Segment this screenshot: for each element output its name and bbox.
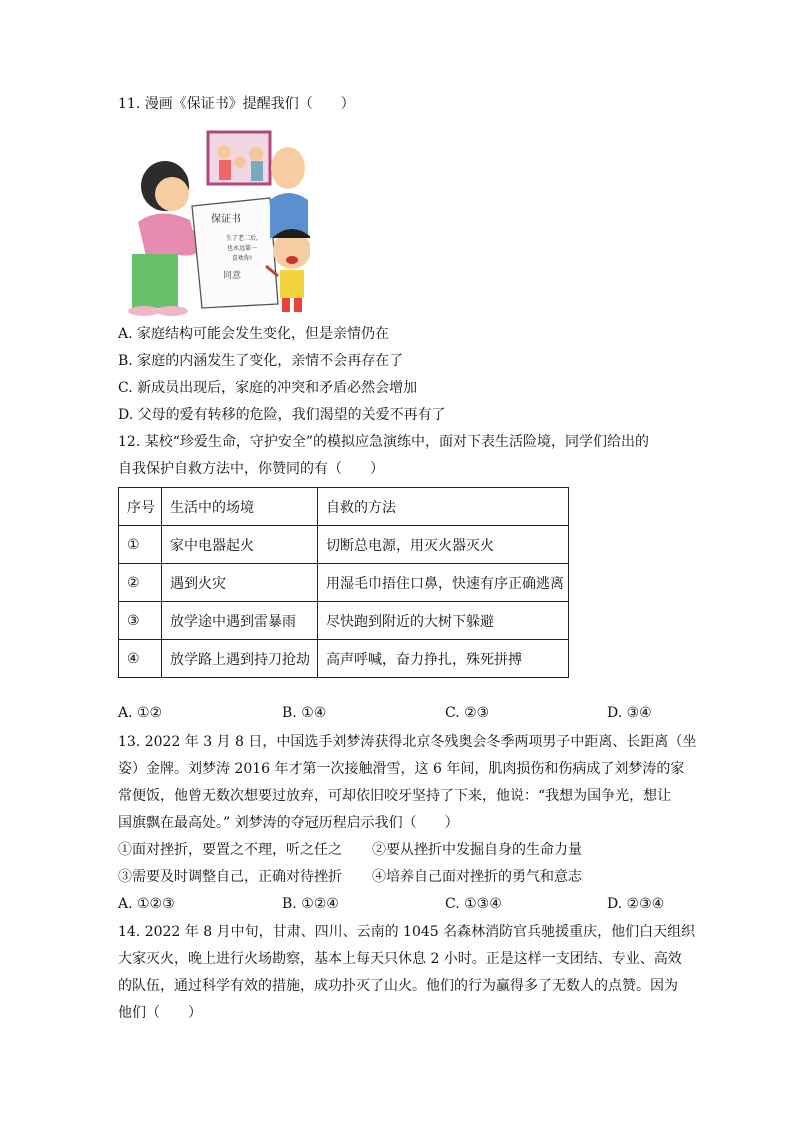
q14-stem-line-2: 大家灭火，晚上进行火场勘察，基本上每天只休息 2 小时。正是这样一支团结、专业、高效 <box>118 951 682 967</box>
q13-choice-b: B. ①②④ <box>282 896 339 912</box>
table-cell: 切断总电源，用灭火器灭火 <box>318 526 569 564</box>
q12-stem-line-1: 12. 某校“珍爱生命，守护安全”的模拟应急演练中，面对下表生活险境，同学们给出的 <box>118 434 650 450</box>
table-row <box>119 640 569 678</box>
q12-choice-a: A. ①② <box>118 705 163 721</box>
q12-choice-c: C. ②③ <box>445 705 490 721</box>
q13-item-4: ④培养自己面对挫折的勇气和意志 <box>372 869 582 885</box>
table-row <box>119 526 569 564</box>
paper-line-3: 喜欢你! <box>231 255 253 262</box>
table-row <box>119 564 569 602</box>
table-header-cell: 生活中的场境 <box>162 488 318 526</box>
table-header-cell: 序号 <box>119 488 162 526</box>
table-header-cell: 自救的方法 <box>318 488 569 526</box>
cartoon-guarantee-letter <box>120 128 310 318</box>
q13-stem-line-1: 13. 2022 年 3 月 8 日，中国选手刘梦涛获得北京冬残奥会冬季两项男子中距离、长距离（坐 <box>118 734 697 750</box>
q14-stem-line-3: 的队伍，通过科学有效的措施，成功扑灭了山火。他们的行为赢得多了无数人的点赞。因为 <box>118 978 678 994</box>
scenario-table <box>118 487 569 678</box>
table-cell: 放学途中遇到雷暴雨 <box>162 602 318 640</box>
table-cell: ② <box>119 564 162 602</box>
table-cell: ① <box>119 526 162 564</box>
q13-item-2: ②要从挫折中发掘自身的生命力量 <box>372 842 582 858</box>
q13-choice-d: D. ②③④ <box>607 896 665 912</box>
table-cell: ④ <box>119 640 162 678</box>
q13-stem-line-4: 国旗飘在最高处。” 刘梦涛的夺冠历程启示我们（ ） <box>118 815 459 831</box>
q11-option-b: B. 家庭的内涵发生了变化，亲情不会再存在了 <box>118 353 404 369</box>
paper-line-2: 也永远第一 <box>226 245 258 252</box>
q13-item-1: ①面对挫折，要置之不理，听之任之 <box>118 842 342 858</box>
q13-stem-line-3: 常便饭，他曾无数次想要过放弃，可却依旧咬牙坚持了下来，他说：“我想为国争光，想让 <box>118 788 672 804</box>
q11-stem: 11. 漫画《保证书》提醒我们（ ） <box>118 96 355 112</box>
q13-choice-c: C. ①③④ <box>445 896 502 912</box>
table-cell: ③ <box>119 602 162 640</box>
table-cell: 家中电器起火 <box>162 526 318 564</box>
q12-choice-b: B. ①④ <box>282 705 327 721</box>
q13-stem-line-2: 姿）金牌。刘梦涛 2016 年才第一次接触滑雪，这 6 年间，肌肉损伤和伤病成了刘梦涛的家 <box>118 761 685 777</box>
q12-stem-line-2: 自我保护自救方法中，你赞同的有（ ） <box>118 461 384 477</box>
table-cell: 放学路上遇到持刀抢劫 <box>162 640 318 678</box>
paper-signature: 同意 <box>222 271 242 281</box>
q12-choice-d: D. ③④ <box>607 705 652 721</box>
q13-choice-a: A. ①②③ <box>118 896 175 912</box>
table-cell: 用湿毛巾捂住口鼻，快速有序正确逃离 <box>318 564 569 602</box>
q14-stem-line-4: 他们（ ） <box>118 1005 202 1021</box>
q14-stem-line-1: 14. 2022 年 8 月中旬，甘肃、四川、云南的 1045 名森林消防官兵驰援重庆，他们白天组织 <box>118 924 696 940</box>
q11-option-d: D. 父母的爱有转移的危险，我们渴望的关爱不再有了 <box>118 407 446 423</box>
q11-option-c: C. 新成员出现后，家庭的冲突和矛盾必然会增加 <box>118 380 418 396</box>
table-header-row <box>119 488 569 526</box>
q11-option-a: A. 家庭结构可能会发生变化，但是亲情仍在 <box>118 326 390 342</box>
table-cell: 高声呼喊，奋力挣扎，殊死拼搏 <box>318 640 569 678</box>
table-row <box>119 602 569 640</box>
table-cell: 遇到火灾 <box>162 564 318 602</box>
paper-line-1: 生了老二后, <box>226 235 258 242</box>
table-cell: 尽快跑到附近的大树下躲避 <box>318 602 569 640</box>
paper-title: 保证书 <box>211 214 241 225</box>
q13-item-3: ③需要及时调整自己，正确对待挫折 <box>118 869 342 885</box>
